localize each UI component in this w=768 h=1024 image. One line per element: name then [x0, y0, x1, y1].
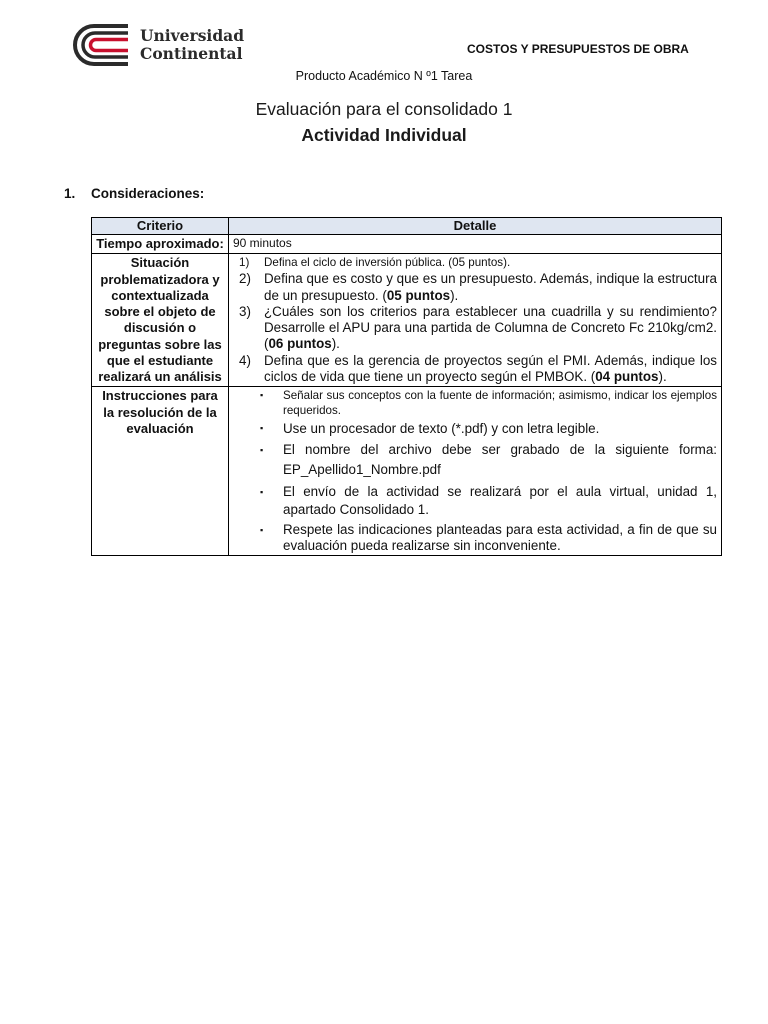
university-name [140, 27, 244, 63]
table-row [92, 235, 722, 254]
question-list [233, 255, 717, 385]
bullet-icon: ▪ [260, 487, 264, 498]
question-text: Defina que es la gerencia de proyectos según el PMI. Además, indique los ciclos de vida que tiene un proyecto según el PMBOK. ( [264, 352, 717, 385]
university-logo [72, 24, 245, 68]
list-item [233, 483, 717, 519]
header-detalle: Detalle [229, 218, 722, 235]
evaluation-title: Evaluación para el consolidado 1 [255, 99, 513, 119]
instruction-text: El envío de la actividad se realizará por el aula virtual, unidad 1, apartado Consolidado 1. [283, 484, 717, 518]
section-label: Consideraciones: [91, 186, 205, 201]
question-points: 05 puntos [386, 287, 451, 303]
university-logo-icon [72, 24, 130, 66]
bullet-icon: ▪ [260, 390, 264, 401]
list-number: 3) [239, 303, 251, 319]
question-text-end: ). [331, 336, 340, 352]
list-item [233, 440, 717, 480]
criterio-situacion: Situación problematizadora y contextualizada sobre el objeto de discusión o preguntas sobre las que el estudiante realizará un análisis [92, 254, 229, 387]
list-item [233, 522, 717, 554]
instruction-list [233, 388, 717, 554]
question-text: Defina que es costo y que es un presupuesto. Además, indique la estructura de un presupuesto. ( [264, 271, 717, 303]
section-heading [64, 186, 204, 201]
instruction-text: Use un procesador de texto (*.pdf) y con letra legible. [283, 421, 600, 437]
question-points: 06 puntos [268, 336, 332, 352]
course-title: COSTOS Y PRESUPUESTOS DE OBRA [467, 42, 689, 56]
list-number: 2) [239, 271, 251, 287]
product-label: Producto Académico N º1 Tarea [295, 69, 473, 83]
table-row [92, 254, 722, 387]
detalle-tiempo: 90 minutos [229, 235, 722, 254]
bullet-icon: ▪ [260, 525, 264, 536]
table-row [92, 387, 722, 556]
instruction-text: El nombre del archivo debe ser grabado de la siguiente forma: EP_Apellido1_Nombre.pdf [283, 442, 717, 478]
university-name-line2: Continental [140, 44, 243, 63]
section-number: 1. [64, 186, 76, 201]
criterio-tiempo: Tiempo aproximado: [92, 235, 229, 254]
criterio-instrucciones: Instrucciones para la resolución de la evaluación [92, 387, 229, 556]
instruction-text: Respete las indicaciones planteadas para esta actividad, a fin de que su evaluación pueda realizarse sin inconveniente. [283, 522, 717, 554]
question-text: Defina el ciclo de inversión pública. (05 puntos). [264, 256, 511, 270]
bullet-icon: ▪ [260, 423, 264, 434]
question-text-end: ). [450, 287, 459, 303]
instruction-text: Señalar sus conceptos con la fuente de información; asimismo, indicar los ejemplos requeridos. [283, 389, 717, 418]
question-text: ¿Cuáles son los criterios para establecer una cuadrilla y su rendimiento? Desarrolle el APU para una partida de Columna de Concreto Fc 210kg/cm2. ( [264, 303, 717, 352]
list-number: 4) [239, 352, 251, 368]
university-name-line1: Universidad [140, 26, 245, 45]
list-item [233, 388, 717, 418]
detalle-instrucciones [229, 387, 722, 556]
list-item [233, 420, 717, 437]
list-number: 1) [239, 256, 250, 270]
bullet-icon: ▪ [260, 445, 264, 456]
list-item [233, 255, 717, 270]
list-item [233, 304, 717, 353]
considerations-table [91, 217, 722, 556]
question-points: 04 puntos [595, 369, 659, 385]
table-header-row [92, 218, 722, 235]
detalle-situacion [229, 254, 722, 387]
activity-title: Actividad Individual [301, 125, 467, 145]
question-text-end: ). [658, 369, 667, 385]
list-item [233, 353, 717, 386]
list-item [233, 271, 717, 304]
header-criterio: Criterio [92, 218, 229, 235]
